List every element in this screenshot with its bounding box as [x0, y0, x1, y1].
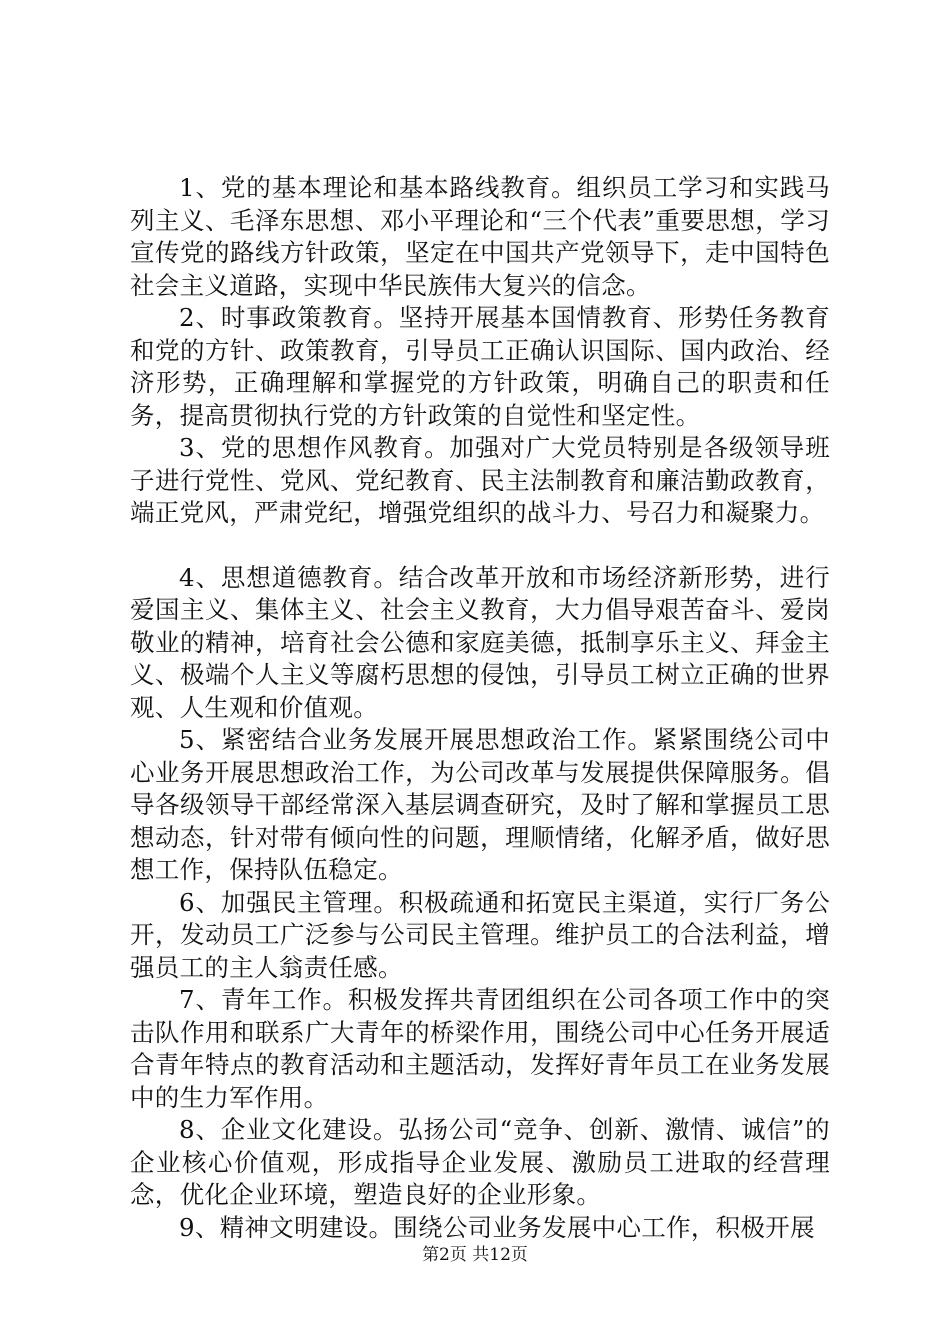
- paragraph-9: 9、精神文明建设。围绕公司业务发展中心工作，积极开展: [179, 1212, 815, 1242]
- paragraph-6: 6、加强民主管理。积极疏通和拓宽民主渠道，实行厂务公开，发动员工广泛参与公司民主管理。维护员工的合法利益，增强员工的主人翁责任感。: [130, 887, 830, 982]
- paragraph-7: 7、青年工作。积极发挥共青团组织在公司各项工作中的突击队作用和联系广大青年的桥梁作用，围绕公司中心任务开展适合青年特点的教育活动和主题活动，发挥好青年员工在业务发展中的生力军作用。: [130, 985, 830, 1112]
- paragraph-1: 1、党的基本理论和基本路线教育。组织员工学习和实践马列主义、毛泽东思想、邓小平理论和“三个代表”重要思想，学习宣传党的路线方针政策，坚定在中国共产党领导下，走中国特色社会主义道路，实现中华民族伟大复兴的信念。: [130, 173, 830, 300]
- document-body: [130, 172, 830, 1244]
- page-number-footer: 第2页 共12页: [422, 1245, 528, 1265]
- paragraph-2: 2、时事政策教育。坚持开展基本国情教育、形势任务教育和党的方针、政策教育，引导员工正确认识国际、国内政治、经济形势，正确理解和掌握党的方针政策，明确自己的职责和任务，提高贯彻执行党的方针政策的自觉性和坚定性。: [130, 303, 830, 430]
- paragraph-5: 5、紧密结合业务发展开展思想政治工作。紧紧围绕公司中心业务开展思想政治工作，为公司改革与发展提供保障服务。倡导各级领导干部经常深入基层调查研究，及时了解和掌握员工思想动态，针对带有倾向性的问题，理顺情绪，化解矛盾，做好思想工作，保持队伍稳定。: [130, 725, 830, 884]
- paragraph-4: 4、思想道德教育。结合改革开放和市场经济新形势，进行爱国主义、集体主义、社会主义教育，大力倡导艰苦奋斗、爱岗敬业的精神，培育社会公德和家庭美德，抵制享乐主义、拜金主义、极端个人主义等腐朽思想的侵蚀，引导员工树立正确的世界观、人生观和价值观。: [130, 562, 830, 722]
- paragraph-3: 3、党的思想作风教育。加强对广大党员特别是各级领导班子进行党性、党风、党纪教育、民主法制教育和廉洁勤政教育，端正党风，严肃党纪，增强党组织的战斗力、号召力和凝聚力。: [130, 433, 830, 527]
- paragraph-8: 8、企业文化建设。弘扬公司“竞争、创新、激情、诚信”的企业核心价值观，形成指导企业发展、激励员工进取的经营理念，优化企业环境，塑造良好的企业形象。: [130, 1115, 830, 1209]
